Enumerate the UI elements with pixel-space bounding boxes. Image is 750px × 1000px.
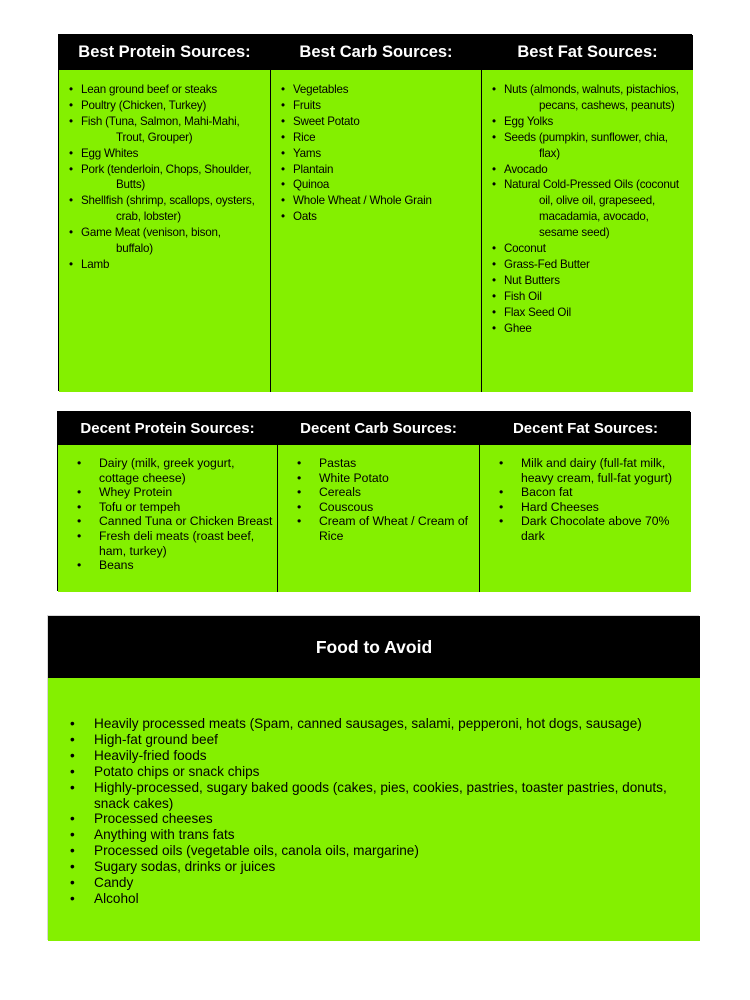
best-protein-header: Best Protein Sources: <box>59 35 270 70</box>
list-item-continuation: buffalo) <box>116 242 153 256</box>
list-item: • Poultry (Chicken, Turkey) <box>81 98 264 114</box>
decent-protein-cell <box>58 445 277 592</box>
list-item: • Alcohol <box>94 891 690 907</box>
list-item: • Heavily processed meats (Spam, canned sausages, salami, pepperoni, hot dogs, sausage) <box>94 716 690 732</box>
list-item-continuation: Trout, Grouper) <box>116 130 193 144</box>
list-item: • Dairy (milk, greek yogurt, cottage cheese) <box>99 456 273 485</box>
list-item: • Shellfish (shrimp, scallops, oysters, <box>81 193 264 209</box>
food-to-avoid-header: Food to Avoid <box>48 616 700 678</box>
list-item: • Whole Wheat / Whole Grain <box>293 193 475 209</box>
decent-carb-cell <box>277 445 479 592</box>
best-protein-cell <box>59 70 270 392</box>
list-item-continuation: sesame seed) <box>539 226 610 240</box>
list-item: • Yams <box>293 146 475 162</box>
list-item: • Plantain <box>293 162 475 178</box>
list-item: • Nut Butters <box>504 273 687 289</box>
best-carb-cell <box>270 70 481 392</box>
list-item-continuation: Butts) <box>116 178 146 192</box>
list-item: • Oats <box>293 209 475 225</box>
list-item: • Highly-processed, sugary baked goods (cakes, pies, cookies, pastries, toaster pastries, donuts, snack cakes) <box>94 780 690 812</box>
decent-fat-cell <box>479 445 691 592</box>
list-item: • Fish Oil <box>504 289 687 305</box>
list-item: • Lean ground beef or steaks <box>81 82 264 98</box>
decent-fat-list <box>480 445 691 544</box>
list-item: • Quinoa <box>293 177 475 193</box>
best-sources-table <box>58 34 692 391</box>
list-item: • Beans <box>99 558 273 573</box>
list-item-continuation: pecans, cashews, peanuts) <box>539 98 675 112</box>
list-item: • Processed cheeses <box>94 811 690 827</box>
list-item: • Avocado <box>504 162 687 178</box>
list-item: • Canned Tuna or Chicken Breast <box>99 514 273 529</box>
food-to-avoid-cell <box>48 678 700 941</box>
list-item: • Cream of Wheat / Cream of Rice <box>319 514 475 543</box>
list-item: • Processed oils (vegetable oils, canola oils, margarine) <box>94 843 690 859</box>
list-item: • Nuts (almonds, walnuts, pistachios, <box>504 82 687 98</box>
list-item: • Couscous <box>319 500 475 515</box>
best-fat-cell <box>481 70 693 392</box>
best-carb-list <box>271 70 481 225</box>
list-item: • Flax Seed Oil <box>504 305 687 321</box>
best-protein-list <box>59 70 270 273</box>
decent-protein-header: Decent Protein Sources: <box>58 412 277 445</box>
list-item: • High-fat ground beef <box>94 732 690 748</box>
list-item-continuation: oil, olive oil, grapeseed, <box>539 194 655 208</box>
best-carb-header: Best Carb Sources: <box>270 35 481 70</box>
best-fat-header: Best Fat Sources: <box>481 35 693 70</box>
list-item: • Bacon fat <box>521 485 687 500</box>
list-item: • Vegetables <box>293 82 475 98</box>
list-item: • White Potato <box>319 471 475 486</box>
list-item: • Sugary sodas, drinks or juices <box>94 859 690 875</box>
food-to-avoid-table <box>47 615 699 940</box>
list-item-continuation: flax) <box>539 146 560 160</box>
list-item: • Potato chips or snack chips <box>94 764 690 780</box>
list-item: • Natural Cold-Pressed Oils (coconut <box>504 177 687 193</box>
decent-carb-list <box>278 445 479 544</box>
best-fat-list <box>482 70 693 337</box>
list-item-continuation: macadamia, avocado, <box>539 210 649 224</box>
list-item: • Game Meat (venison, bison, <box>81 225 264 241</box>
list-item: • Seeds (pumpkin, sunflower, chia, <box>504 130 687 146</box>
list-item-continuation: crab, lobster) <box>116 210 181 224</box>
list-item: • Fish (Tuna, Salmon, Mahi-Mahi, <box>81 114 264 130</box>
list-item: • Candy <box>94 875 690 891</box>
list-item: • Coconut <box>504 241 687 257</box>
list-item: • Tofu or tempeh <box>99 500 273 515</box>
list-item: • Cereals <box>319 485 475 500</box>
decent-fat-header: Decent Fat Sources: <box>479 412 691 445</box>
list-item: • Egg Whites <box>81 146 264 162</box>
list-item: • Rice <box>293 130 475 146</box>
list-item: • Sweet Potato <box>293 114 475 130</box>
decent-carb-header: Decent Carb Sources: <box>277 412 479 445</box>
food-to-avoid-list <box>48 678 700 907</box>
list-item: • Heavily-fried foods <box>94 748 690 764</box>
list-item: • Hard Cheeses <box>521 500 687 515</box>
list-item: • Whey Protein <box>99 485 273 500</box>
list-item: • Pork (tenderloin, Chops, Shoulder, <box>81 162 264 178</box>
list-item: • Lamb <box>81 257 264 273</box>
list-item: • Egg Yolks <box>504 114 687 130</box>
list-item: • Pastas <box>319 456 475 471</box>
list-item: • Fresh deli meats (roast beef, ham, turkey) <box>99 529 273 558</box>
list-item: • Milk and dairy (full-fat milk, heavy cream, full-fat yogurt) <box>521 456 687 485</box>
decent-sources-table <box>57 411 690 591</box>
decent-protein-list <box>58 445 277 573</box>
list-item: • Ghee <box>504 321 687 337</box>
list-item: • Dark Chocolate above 70% dark <box>521 514 687 543</box>
list-item: • Anything with trans fats <box>94 827 690 843</box>
list-item: • Grass-Fed Butter <box>504 257 687 273</box>
list-item: • Fruits <box>293 98 475 114</box>
